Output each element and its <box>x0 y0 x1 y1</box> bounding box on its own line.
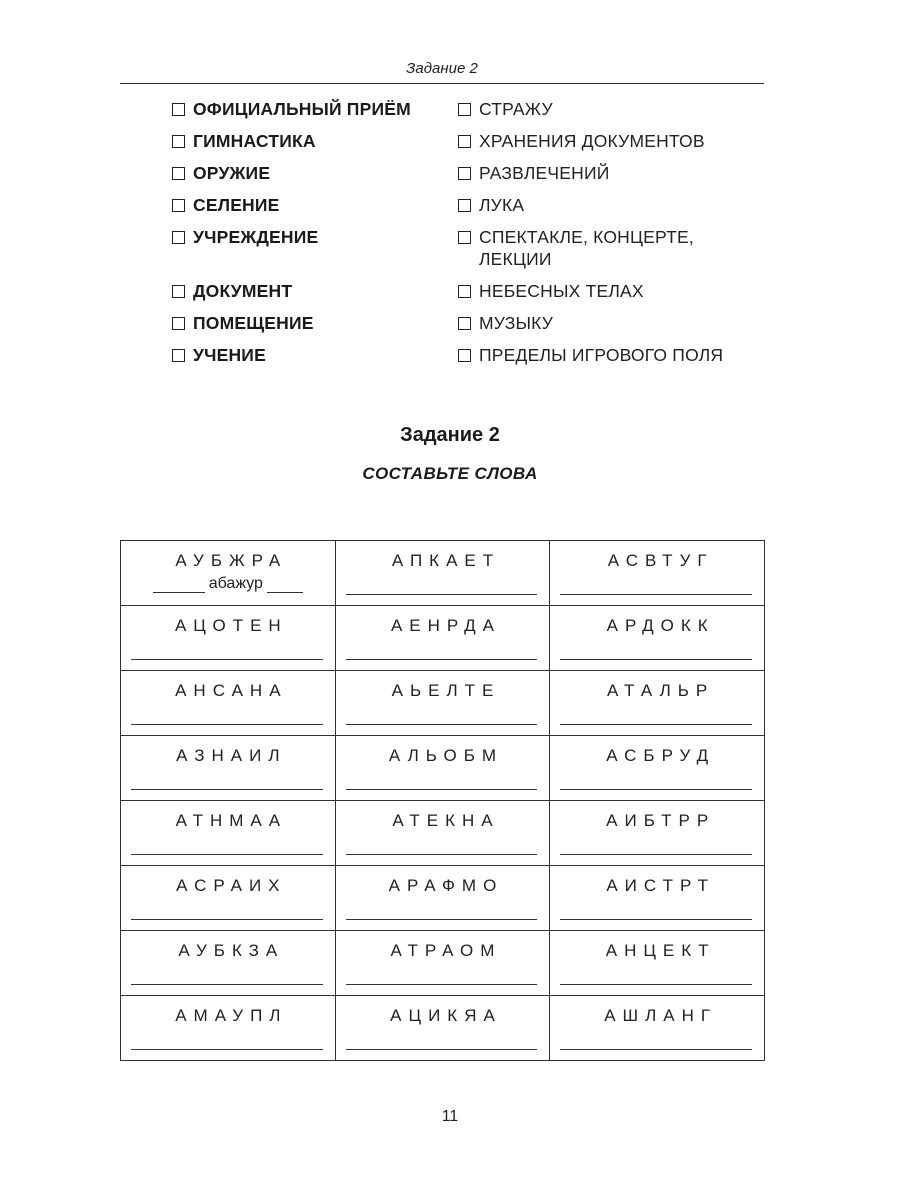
grid-row <box>121 671 765 736</box>
anagram-cell <box>121 736 336 801</box>
anagram-cell <box>550 931 765 996</box>
scrambled-letters: АТАЛЬР <box>607 681 715 700</box>
right-option <box>458 312 553 334</box>
answer-blank <box>153 576 205 593</box>
left-option-label: ДОКУМЕНТ <box>193 281 293 301</box>
scrambled-letters: АНСАНА <box>175 681 288 700</box>
answer-line[interactable] <box>560 1049 752 1050</box>
anagram-cell <box>121 866 336 931</box>
checkbox[interactable] <box>458 135 471 148</box>
left-option <box>172 280 292 302</box>
checkbox[interactable] <box>458 167 471 180</box>
grid-row <box>121 736 765 801</box>
right-option <box>458 194 524 216</box>
left-option <box>172 194 280 216</box>
matching-row <box>0 280 900 312</box>
right-option-label: ЛУКА <box>479 195 525 215</box>
answer-line[interactable] <box>560 659 752 660</box>
matching-row <box>0 312 900 344</box>
scrambled-letters: АСРАИХ <box>176 876 287 895</box>
matching-row <box>0 162 900 194</box>
anagram-cell <box>121 606 336 671</box>
scrambled-letters: АЛЬОБМ <box>388 746 504 765</box>
anagram-cell <box>335 606 550 671</box>
left-option-label: ОФИЦИАЛЬНЫЙ ПРИЁМ <box>193 99 411 119</box>
checkbox[interactable] <box>458 103 471 116</box>
right-option-label: СТРАЖУ <box>479 99 553 119</box>
right-option <box>458 162 610 184</box>
anagram-cell <box>335 736 550 801</box>
scrambled-letters: АТНМАА <box>175 811 288 830</box>
answer-line[interactable] <box>131 659 323 660</box>
checkbox[interactable] <box>172 135 185 148</box>
left-option-label: УЧРЕЖДЕНИЕ <box>193 227 319 247</box>
anagram-cell <box>335 996 550 1061</box>
answer-line[interactable] <box>346 1049 538 1050</box>
matching-row <box>0 344 900 376</box>
grid-row <box>121 606 765 671</box>
left-option-label: УЧЕНИЕ <box>193 345 266 365</box>
right-option <box>458 344 723 366</box>
scrambled-letters: АУБКЗА <box>178 941 285 960</box>
answer-line[interactable] <box>346 724 538 725</box>
answer-line[interactable] <box>560 854 752 855</box>
right-option-label: РАЗВЛЕЧЕНИЙ <box>479 163 610 183</box>
anagram-cell <box>550 606 765 671</box>
anagram-cell <box>550 996 765 1061</box>
answer-line[interactable] <box>131 984 323 985</box>
right-option-label: МУЗЫКУ <box>479 313 554 333</box>
checkbox[interactable] <box>458 349 471 362</box>
left-option-label: ГИМНАСТИКА <box>193 131 316 151</box>
anagram-cell <box>335 931 550 996</box>
checkbox[interactable] <box>458 231 471 244</box>
scrambled-letters: АЬЕЛТЕ <box>391 681 501 700</box>
scrambled-letters: АЗНАИЛ <box>176 746 287 765</box>
anagram-cell <box>121 931 336 996</box>
right-option-label: СПЕКТАКЛЕ, КОНЦЕРТЕ, ЛЕКЦИИ <box>479 227 694 269</box>
answer-line[interactable] <box>346 984 538 985</box>
anagram-cell <box>550 541 765 606</box>
example-answer: абажур <box>208 575 263 592</box>
checkbox[interactable] <box>172 231 185 244</box>
task-instruction: СОСТАВЬТЕ СЛОВА <box>362 464 538 483</box>
left-option <box>172 344 266 366</box>
right-option-label: ХРАНЕНИЯ ДОКУМЕНТОВ <box>479 131 705 151</box>
answer-line[interactable] <box>560 789 752 790</box>
grid-row <box>121 931 765 996</box>
answer-line[interactable] <box>346 854 538 855</box>
left-option-label: ПОМЕЩЕНИЕ <box>193 313 314 333</box>
right-option-label: ПРЕДЕЛЫ ИГРОВОГО ПОЛЯ <box>479 345 724 365</box>
anagram-cell <box>550 671 765 736</box>
left-option <box>172 162 270 184</box>
right-option <box>458 226 694 270</box>
scrambled-letters: АИСТРТ <box>606 876 715 895</box>
anagram-cell <box>121 671 336 736</box>
right-option <box>458 130 705 152</box>
scrambled-letters: АПКАЕТ <box>391 551 501 570</box>
page-number: 11 <box>441 1108 459 1125</box>
checkbox[interactable] <box>172 349 185 362</box>
left-option <box>172 226 318 248</box>
checkbox[interactable] <box>458 199 471 212</box>
scrambled-letters: АТЕКНА <box>392 811 500 830</box>
answer-line[interactable] <box>131 724 323 725</box>
answer-line[interactable] <box>560 594 752 595</box>
scrambled-letters: АТРАОМ <box>390 941 502 960</box>
left-option <box>172 130 316 152</box>
anagram-grid <box>120 540 765 1061</box>
scrambled-letters: АЦОТЕН <box>174 616 288 635</box>
anagram-cell <box>335 866 550 931</box>
scrambled-letters: АРДОКК <box>606 616 715 635</box>
grid-row <box>121 996 765 1061</box>
checkbox[interactable] <box>172 167 185 180</box>
anagram-cell <box>550 801 765 866</box>
checkbox[interactable] <box>172 199 185 212</box>
matching-row <box>0 226 900 280</box>
grid-row <box>121 541 765 606</box>
anagram-cell <box>121 541 336 606</box>
left-option-label: СЕЛЕНИЕ <box>193 195 280 215</box>
scrambled-letters: АНЦЕКТ <box>605 941 716 960</box>
scrambled-letters: АСВТУГ <box>607 551 714 570</box>
grid-row <box>121 866 765 931</box>
scrambled-letters: АСБРУД <box>606 746 716 765</box>
left-option-label: ОРУЖИЕ <box>193 163 271 183</box>
anagram-cell <box>335 541 550 606</box>
running-head: Задание 2 <box>406 60 478 77</box>
answer-blank <box>267 576 303 593</box>
scrambled-letters: АИБТРР <box>606 811 716 830</box>
right-option <box>458 280 644 302</box>
answer-line[interactable] <box>131 854 323 855</box>
answer-line[interactable] <box>131 789 323 790</box>
answer-line[interactable] <box>346 919 538 920</box>
anagram-cell <box>121 801 336 866</box>
header-divider <box>120 83 764 84</box>
example-answer-line <box>121 575 335 593</box>
right-option-label: НЕБЕСНЫХ ТЕЛАХ <box>479 281 644 301</box>
matching-row <box>0 130 900 162</box>
checkbox[interactable] <box>172 317 185 330</box>
matching-row <box>0 98 900 130</box>
scrambled-letters: АЦИКЯА <box>390 1006 502 1025</box>
checkbox[interactable] <box>458 317 471 330</box>
anagram-cell <box>550 736 765 801</box>
checkbox[interactable] <box>172 103 185 116</box>
anagram-cell <box>335 801 550 866</box>
matching-list <box>0 98 900 376</box>
checkbox[interactable] <box>458 285 471 298</box>
task-title: Задание 2 <box>400 424 500 446</box>
checkbox[interactable] <box>172 285 185 298</box>
answer-line[interactable] <box>346 594 538 595</box>
left-option <box>172 312 314 334</box>
left-option <box>172 98 411 120</box>
scrambled-letters: АЕНРДА <box>390 616 501 635</box>
grid-row <box>121 801 765 866</box>
answer-line[interactable] <box>346 659 538 660</box>
answer-line[interactable] <box>560 984 752 985</box>
anagram-cell <box>335 671 550 736</box>
scrambled-letters: АМАУПЛ <box>175 1006 288 1025</box>
anagram-cell <box>550 866 765 931</box>
matching-row <box>0 194 900 226</box>
answer-line[interactable] <box>346 789 538 790</box>
scrambled-letters: АРАФМО <box>388 876 504 895</box>
scrambled-letters: АШЛАНГ <box>604 1006 718 1025</box>
anagram-cell <box>121 996 336 1061</box>
answer-line[interactable] <box>560 919 752 920</box>
answer-line[interactable] <box>560 724 752 725</box>
answer-line[interactable] <box>131 1049 323 1050</box>
answer-line[interactable] <box>131 919 323 920</box>
right-option <box>458 98 553 120</box>
scrambled-letters: АУБЖРА <box>175 551 288 570</box>
